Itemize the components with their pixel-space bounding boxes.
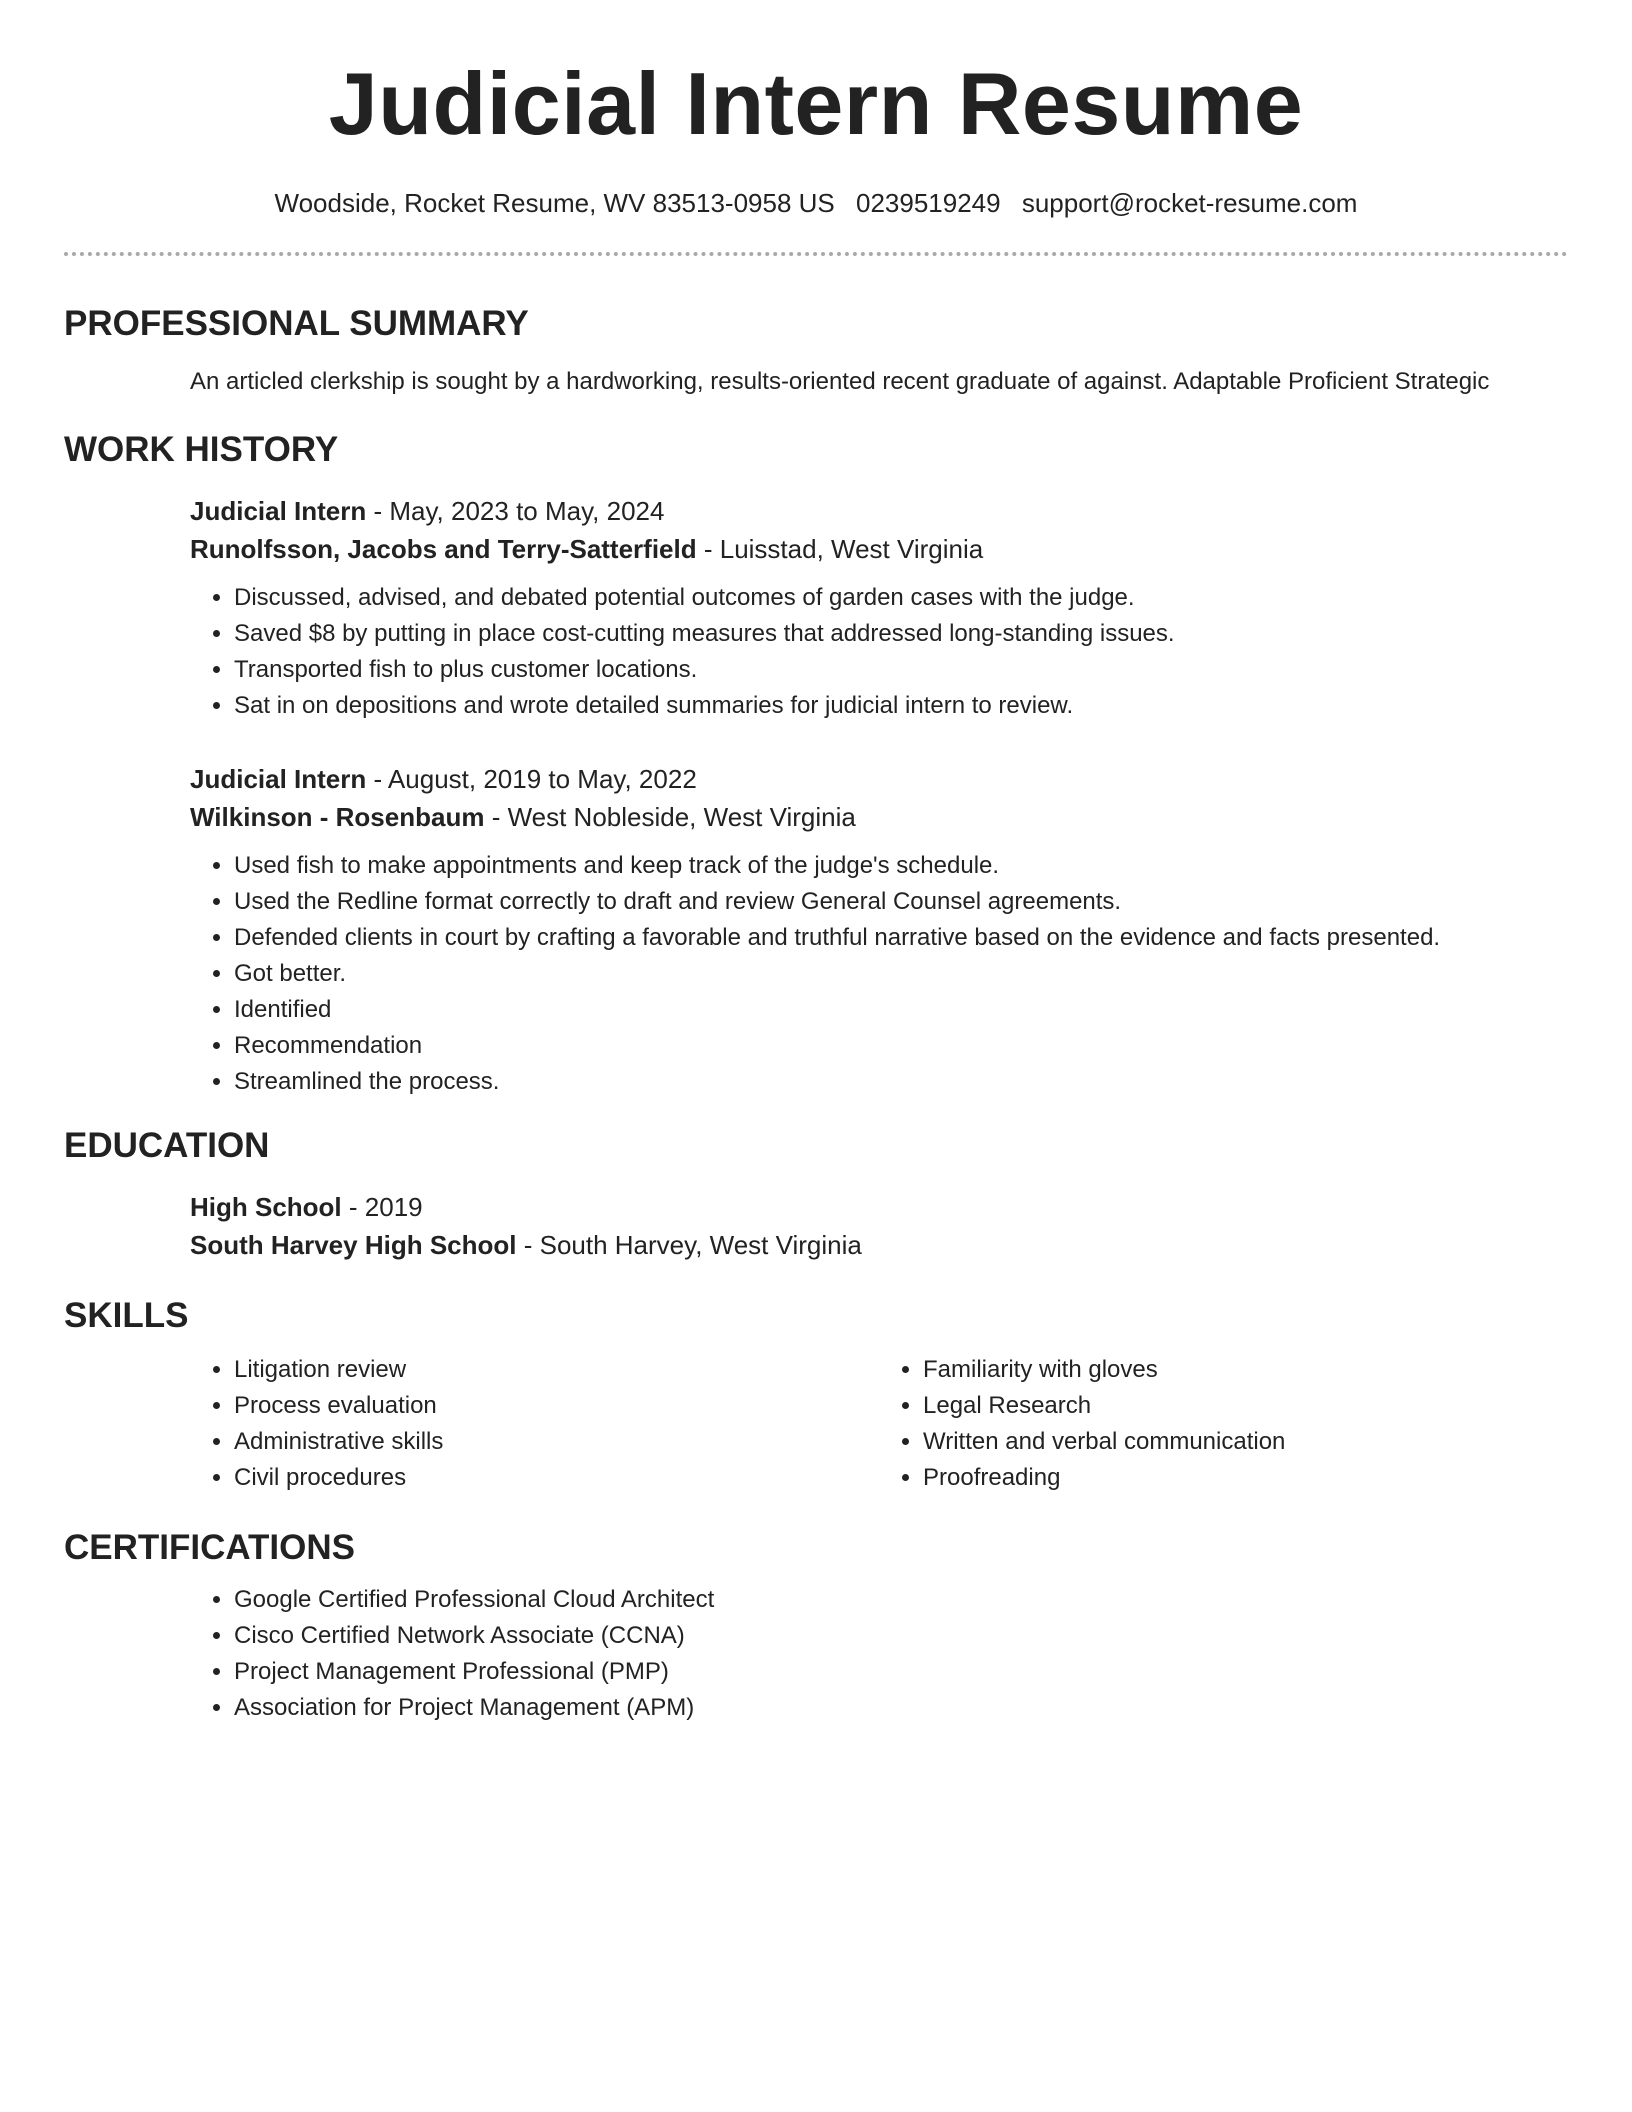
education-heading: EDUCATION [64,1126,270,1165]
list-item: • Sat in on depositions and wrote detailed summaries for judicial intern to review. [234,688,1568,724]
education-entry [190,1188,1568,1264]
list-item: • Familiarity with gloves [923,1352,1568,1388]
list-item: • Used fish to make appointments and keep track of the judge's schedule. [234,848,1568,884]
list-item: • Saved $8 by putting in place cost-cutting measures that addressed long-standing issues. [234,616,1568,652]
education-school: South Harvey High School [190,1230,517,1260]
summary-heading: PROFESSIONAL SUMMARY [64,304,529,343]
job-title-line [190,760,1568,798]
certifications-section [64,1582,1568,1726]
list-item: • Legal Research [923,1388,1568,1424]
contact-line [64,186,1568,220]
list-item: • Process evaluation [234,1388,879,1424]
list-item: • Litigation review [234,1352,879,1388]
list-item: • Project Management Professional (PMP) [234,1654,1568,1690]
job-role: Judicial Intern [190,496,367,526]
resume-title: Judicial Intern Resume [328,54,1304,153]
contact-address: Woodside, Rocket Resume, WV 83513-0958 US [274,188,835,218]
education-section [64,1188,1568,1264]
list-item: • Got better. [234,956,1568,992]
job-title-line [190,492,1568,530]
job-company-line [190,530,1568,568]
list-item: • Used the Redline format correctly to draft and review General Counsel agreements. [234,884,1568,920]
list-item: • Proofreading [923,1460,1568,1496]
education-year: - 2019 [341,1192,423,1222]
list-item: • Written and verbal communication [923,1424,1568,1460]
list-item: • Association for Project Management (APM) [234,1690,1568,1726]
job-entry [190,492,1568,724]
job-location: - Luisstad, West Virginia [696,534,984,564]
skills-column-right [879,1352,1568,1496]
contact-email: support@rocket-resume.com [1021,188,1358,218]
work-history-section [64,492,1568,1100]
job-company: Runolfsson, Jacobs and Terry-Satterfield [190,534,697,564]
list-item: • Defended clients in court by crafting a favorable and truthful narrative based on the evidence and facts presented. [234,920,1568,956]
education-degree-line [190,1188,1568,1226]
contact-phone: 0239519249 [856,188,1001,218]
skills-section [64,1352,1568,1496]
job-role: Judicial Intern [190,764,367,794]
job-dates: - May, 2023 to May, 2024 [366,496,665,526]
job-bullets [190,580,1568,724]
list-item: • Cisco Certified Network Associate (CCNA) [234,1618,1568,1654]
skills-column-left [190,1352,879,1496]
list-item: • Civil procedures [234,1460,879,1496]
summary-text: An articled clerkship is sought by a hardworking, results-oriented recent graduate of against. Adaptable Proficient Strategic [190,368,1490,395]
list-item: • Streamlined the process. [234,1064,1568,1100]
list-item: • Google Certified Professional Cloud Architect [234,1582,1568,1618]
skills-heading: SKILLS [64,1296,189,1335]
education-location: - South Harvey, West Virginia [516,1230,862,1260]
list-item: • Recommendation [234,1028,1568,1064]
education-school-line [190,1226,1568,1264]
list-item: • Identified [234,992,1568,1028]
header-divider [64,252,1568,256]
job-bullets [190,848,1568,1100]
certifications-heading: CERTIFICATIONS [64,1528,356,1567]
summary-section [64,366,1568,398]
list-item: • Transported fish to plus customer locations. [234,652,1568,688]
certifications-list [190,1582,1568,1726]
job-company: Wilkinson - Rosenbaum [190,802,485,832]
list-item: • Discussed, advised, and debated potential outcomes of garden cases with the judge. [234,580,1568,616]
job-dates: - August, 2019 to May, 2022 [366,764,697,794]
job-location: - West Nobleside, West Virginia [484,802,856,832]
skills-grid [190,1352,1568,1496]
job-company-line [190,798,1568,836]
work-history-heading: WORK HISTORY [64,430,339,469]
job-entry [190,760,1568,1100]
list-item: • Administrative skills [234,1424,879,1460]
education-degree: High School [190,1192,342,1222]
